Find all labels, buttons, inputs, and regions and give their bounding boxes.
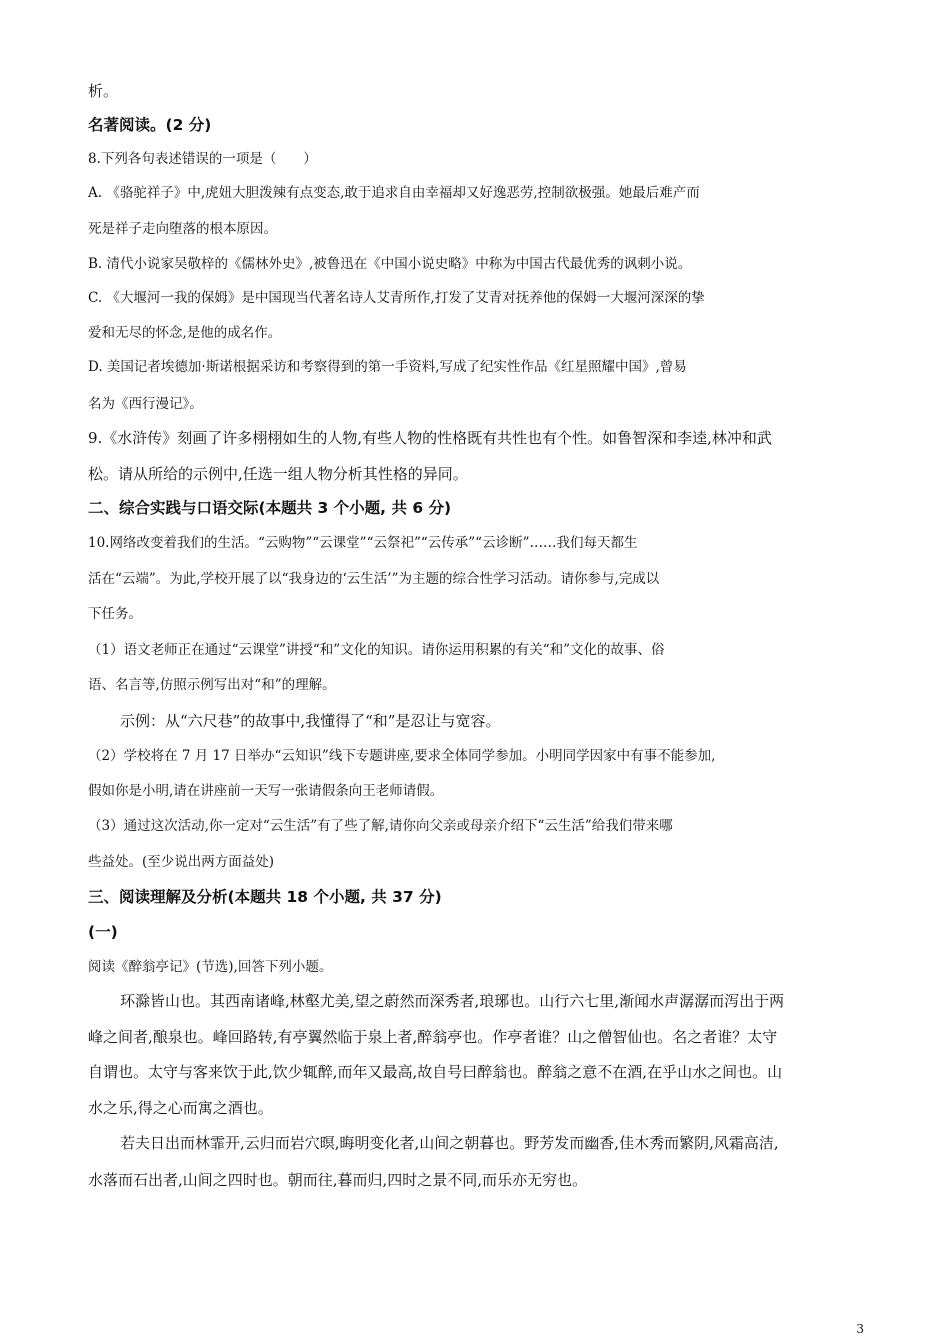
example-line: 示例：从“六尺巷”的故事中,我懂得了“和”是忍让与宽容。 [120, 712, 501, 730]
passage-paragraph-2-cont: 水落而石出者,山间之四时也。朝而往,暮而归,四时之景不同,而乐亦无穷也。 [88, 1171, 588, 1189]
passage-paragraph-1-cont: 水之乐,得之心而寓之酒也。 [88, 1099, 273, 1117]
task-1: （1）语文老师正在通过“云课堂”讲授“和”文化的知识。请你运用积累的有关“和”文化的故事、俗 [88, 642, 665, 658]
passage-paragraph-1-cont: 自谓也。太守与客来饮于此,饮少辄醉,而年又最高,故自号曰醉翁也。醉翁之意不在酒,在乎山水之间也。山 [88, 1063, 783, 1081]
option-d-cont: 名为《西行漫记》。 [88, 396, 203, 412]
task-1-cont: 语、名言等,仿照示例写出对“和”的理解。 [88, 677, 336, 693]
question-10-cont: 下任务。 [88, 606, 142, 622]
option-a-cont: 死是祥子走向堕落的根本原因。 [88, 221, 277, 237]
task-2-cont: 假如你是小明,请在讲座前一天写一张请假条向王老师请假。 [88, 783, 444, 799]
passage-paragraph-1: 环滁皆山也。其西南诸峰,林壑尤美,望之蔚然而深秀者,琅琊也。山行六七里,渐闻水声潺潺而泻出于两 [120, 992, 785, 1010]
option-d: D. 美国记者埃德加·斯诺根据采访和考察得到的第一手资料,写成了纪实性作品《红星照耀中国》,曾易 [88, 359, 687, 375]
option-c-cont: 爱和无尽的怀念,是他的成名作。 [88, 325, 282, 341]
option-c: C. 《大堰河一我的保姆》是中国现当代著名诗人艾青所作,打发了艾青对抚养他的保姆一大堰河深深的挚 [88, 290, 705, 306]
section-heading-3: 三、阅读理解及分析(本题共 18 个小题, 共 37 分) [88, 888, 442, 906]
question-10-cont: 活在“云端”。为此,学校开展了以“我身边的‘云生活’”为主题的综合性学习活动。请你参与,完成以 [88, 571, 660, 587]
section-heading-classics: 名著阅读。(2 分) [88, 116, 212, 134]
text-line: 析。 [88, 82, 119, 100]
task-3-cont: 些益处。(至少说出两方面益处) [88, 854, 275, 870]
question-9: 9.《水浒传》刻画了许多栩栩如生的人物,有些人物的性格既有共性也有个性。如鲁智深和李逵,林冲和武 [88, 429, 772, 447]
task-3: （3）通过这次活动,你一定对“云生活”有了些了解,请你向父亲或母亲介绍下“云生活”给我们带来哪 [88, 818, 673, 834]
section-heading-2: 二、综合实践与口语交际(本题共 3 个小题, 共 6 分) [88, 499, 452, 517]
page-number: 3 [856, 1322, 864, 1336]
question-9-cont: 松。请从所给的示例中,任选一组人物分析其性格的异同。 [88, 465, 468, 483]
question-10: 10.网络改变着我们的生活。“云购物”“云课堂”“云祭祀”“云传承”“云诊断”……我们每天都生 [88, 535, 638, 551]
task-2: （2）学校将在 7 月 17 日举办“云知识”线下专题讲座,要求全体同学参加。小明同学因家中有事不能参加, [88, 748, 716, 764]
passage-paragraph-1-cont: 峰之间者,酿泉也。峰回路转,有亭翼然临于泉上者,醉翁亭也。作亭者谁？山之僧智仙也。名之者谁？太守 [88, 1028, 778, 1046]
option-a: A. 《骆驼祥子》中,虎妞大胆泼辣有点变态,敢于追求自由幸福却又好逸恶劳,控制欲极强。她最后难产而 [88, 185, 700, 201]
reading-instruction: 阅读《醉翁亭记》(节选),回答下列小题。 [88, 959, 333, 975]
option-b: B. 清代小说家吴敬梓的《儒林外史》,被鲁迅在《中国小说史略》中称为中国古代最优秀的讽刺小说。 [88, 256, 692, 272]
passage-paragraph-2: 若夫日出而林霏开,云归而岩穴暝,晦明变化者,山间之朝暮也。野芳发而幽香,佳木秀而繁阴,风霜高洁, [120, 1134, 779, 1152]
subsection-heading: (一) [88, 923, 118, 941]
question-8: 8.下列各句表述错误的一项是（ ） [88, 151, 317, 167]
